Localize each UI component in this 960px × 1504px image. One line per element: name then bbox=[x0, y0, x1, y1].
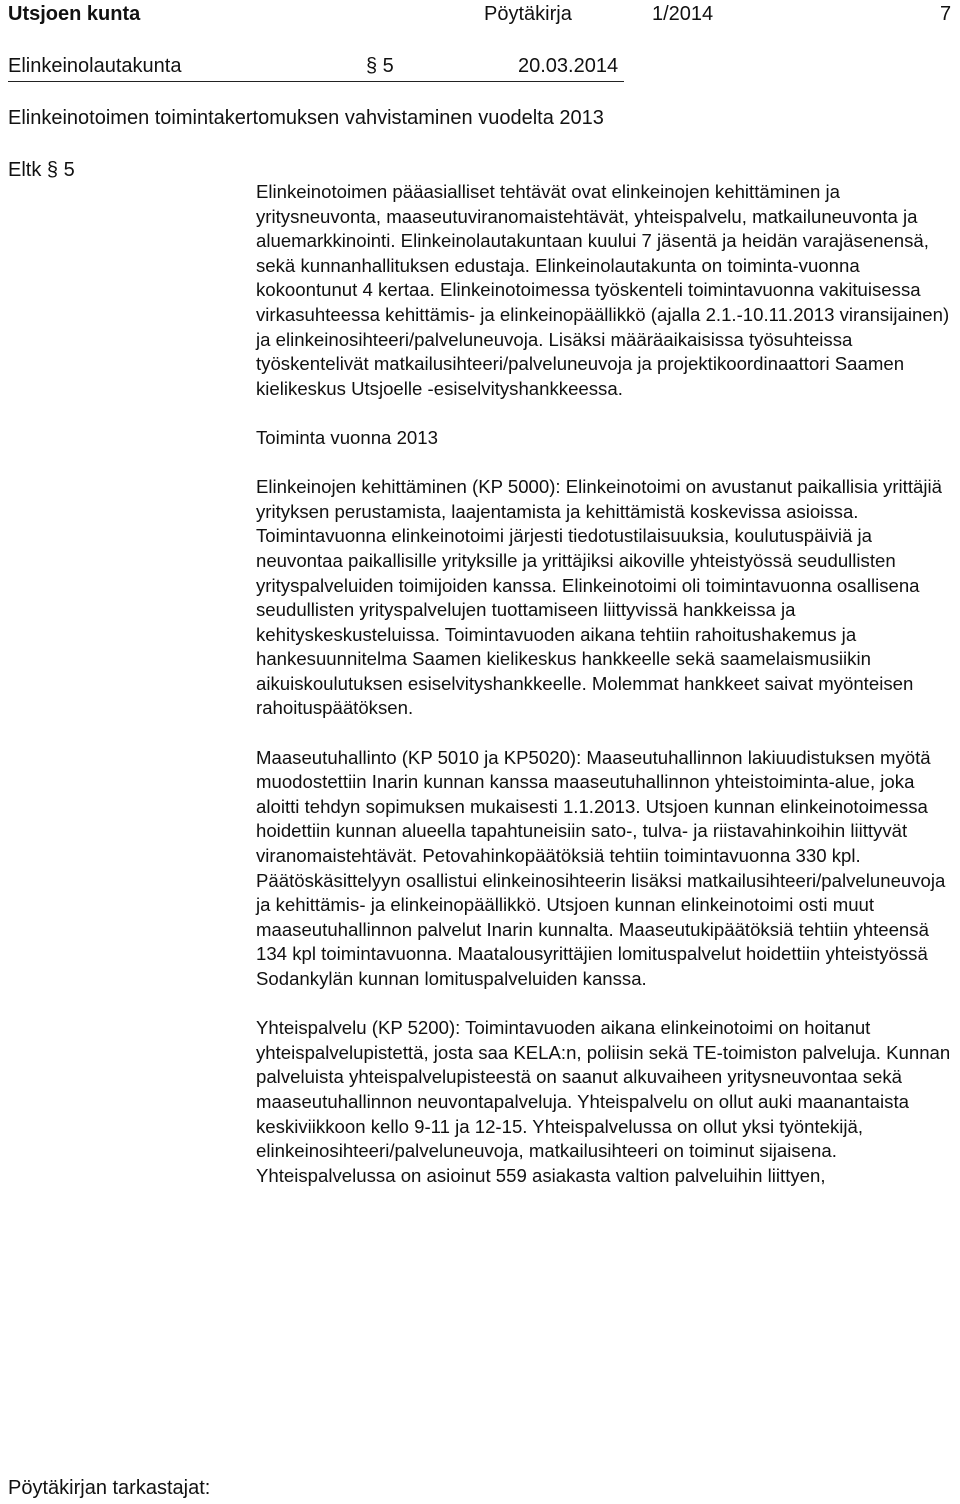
document-body bbox=[256, 180, 956, 1213]
section-number: § 5 bbox=[366, 55, 394, 77]
document-number: 1/2014 bbox=[652, 3, 714, 25]
header-divider bbox=[8, 81, 624, 82]
organization-name: Utsjoen kunta bbox=[8, 3, 141, 25]
section-label: Eltk § 5 bbox=[8, 159, 75, 181]
page-number: 7 bbox=[940, 3, 952, 25]
document-type: Pöytäkirja bbox=[484, 3, 572, 25]
board-name: Elinkeinolautakunta bbox=[8, 55, 182, 77]
paragraph-public-service: Yhteispalvelu (KP 5200): Toimintavuoden aikana elinkeinotoimi on hoitanut yhteispalvelupistettä, josta saa KELA:n, poliisin sekä TE-toimiston palveluja. Kunnan palveluista yhteispalvelupisteestä on saanut alkuvaiheen yritysneuvontaa sekä maaseutuhallinnon neuvontapalveluja. Yhteispalvelu on ollut auki maanantaista keskiviikkoon kello 9-11 ja 12-15. Yhteispalvelussa on ollut yksi työntekijä, elinkeinosihteeri/palveluneuvoja, matkailusihteeri on toiminut sijaisena. Yhteispalvelussa on asioinut 559 asiakasta valtion palveluihin liittyen, bbox=[256, 1017, 951, 1186]
paragraph-rural-administration: Maaseutuhallinto (KP 5010 ja KP5020): Maaseutuhallinnon lakiuudistuksen myötä muodostettiin Inarin kunnan kanssa maaseutuhallinnon yhteistoiminta-alue, joka aloitti tehdyn sopimuksen mukaisesti 1.1.2013. Utsjoen kunnan elinkeinotoimessa hoidettiin kunnan alueella tapahtuneisiin sato-, tulva- ja riistavahinkoihin liittyvät viranomaistehtävät. Petovahinkopäätöksiä tehtiin toimintavuonna 330 kpl. Päätöskäsittelyyn osallistui elinkeinosihteerin lisäksi matkailusihteeri/palveluneuvoja ja kehittämis- ja elinkeinopäällikkö. Utsjoen kunnan elinkeinotoimi osti muut maaseutuhallinnon palvelut Inarin kunnalta. Maaseutukipäätöksiä tehtiin yhteensä 134 kpl toimintavuonna. Maatalousyrittäjien lomituspalvelut hoidettiin yhteistyössä Sodankylän kunnan lomituspalveluiden kanssa. bbox=[256, 746, 946, 989]
paragraph-heading: Toiminta vuonna 2013 bbox=[256, 426, 438, 448]
meeting-date: 20.03.2014 bbox=[518, 55, 619, 77]
agenda-title: Elinkeinotoimen toimintakertomuksen vahvistaminen vuodelta 2013 bbox=[8, 107, 604, 129]
paragraph-development: Elinkeinojen kehittäminen (KP 5000): Elinkeinotoimi on avustanut paikallisia yrittäjiä yrityksen perustamista, laajentamista ja kehittämistä koskevissa asioissa. Toimintavuonna elinkeinotoimi järjesti tiedotustilaisuuksia, koulutuspäiviä ja neuvontaa paikallisille yrityksille ja yrittäjiksi aikoville yhteistyössä seudullisten yrityspalveluiden toimijoiden kanssa. Elinkeinotoimi oli toimintavuonna osallisena seudullisten yrityspalvelujen tuottamiseen liittyvissä hankkeissa ja kehityskeskusteluissa. Toimintavuoden aikana tehtiin rahoitushakemus ja hankesuunnitelma Saamen kielikeskus hankkeelle sekä saamelaismusiikin aikuiskoulutuksen esiselvityshankkeelle. Molemmat hankkeet saivat myönteisen rahoituspäätöksen. bbox=[256, 476, 942, 719]
paragraph-intro: Elinkeinotoimen pääasialliset tehtävät ovat elinkeinojen kehittäminen ja yritysneuvonta, maaseutuviranomaistehtävät, yhteispalvelu, matkailuneuvonta ja aluemarkkinointi. Elinkeinolautakuntaan kuului 7 jäsentä ja heidän varajäsenensä, sekä kunnanhallituksen edustaja. Elinkeinolautakunta on toiminta-vuonna kokoontunut 4 kertaa. Elinkeinotoimessa työskenteli toimintavuonna vakituisessa virkasuhteessa kehittämis- ja elinkeinopäällikkö (ajalla 2.1.-10.11.2013 viransijainen) ja elinkeinosihteeri/palveluneuvoja. Lisäksi määräaikaisissa työsuhteissa työskentelivät matkailusihteeri/palveluneuvoja ja projektikoordinaattori Saamen kielikeskus Utsjoelle -esiselvityshankkeessa. bbox=[256, 181, 950, 399]
footer-reviewers-label: Pöytäkirjan tarkastajat: bbox=[8, 1477, 211, 1499]
